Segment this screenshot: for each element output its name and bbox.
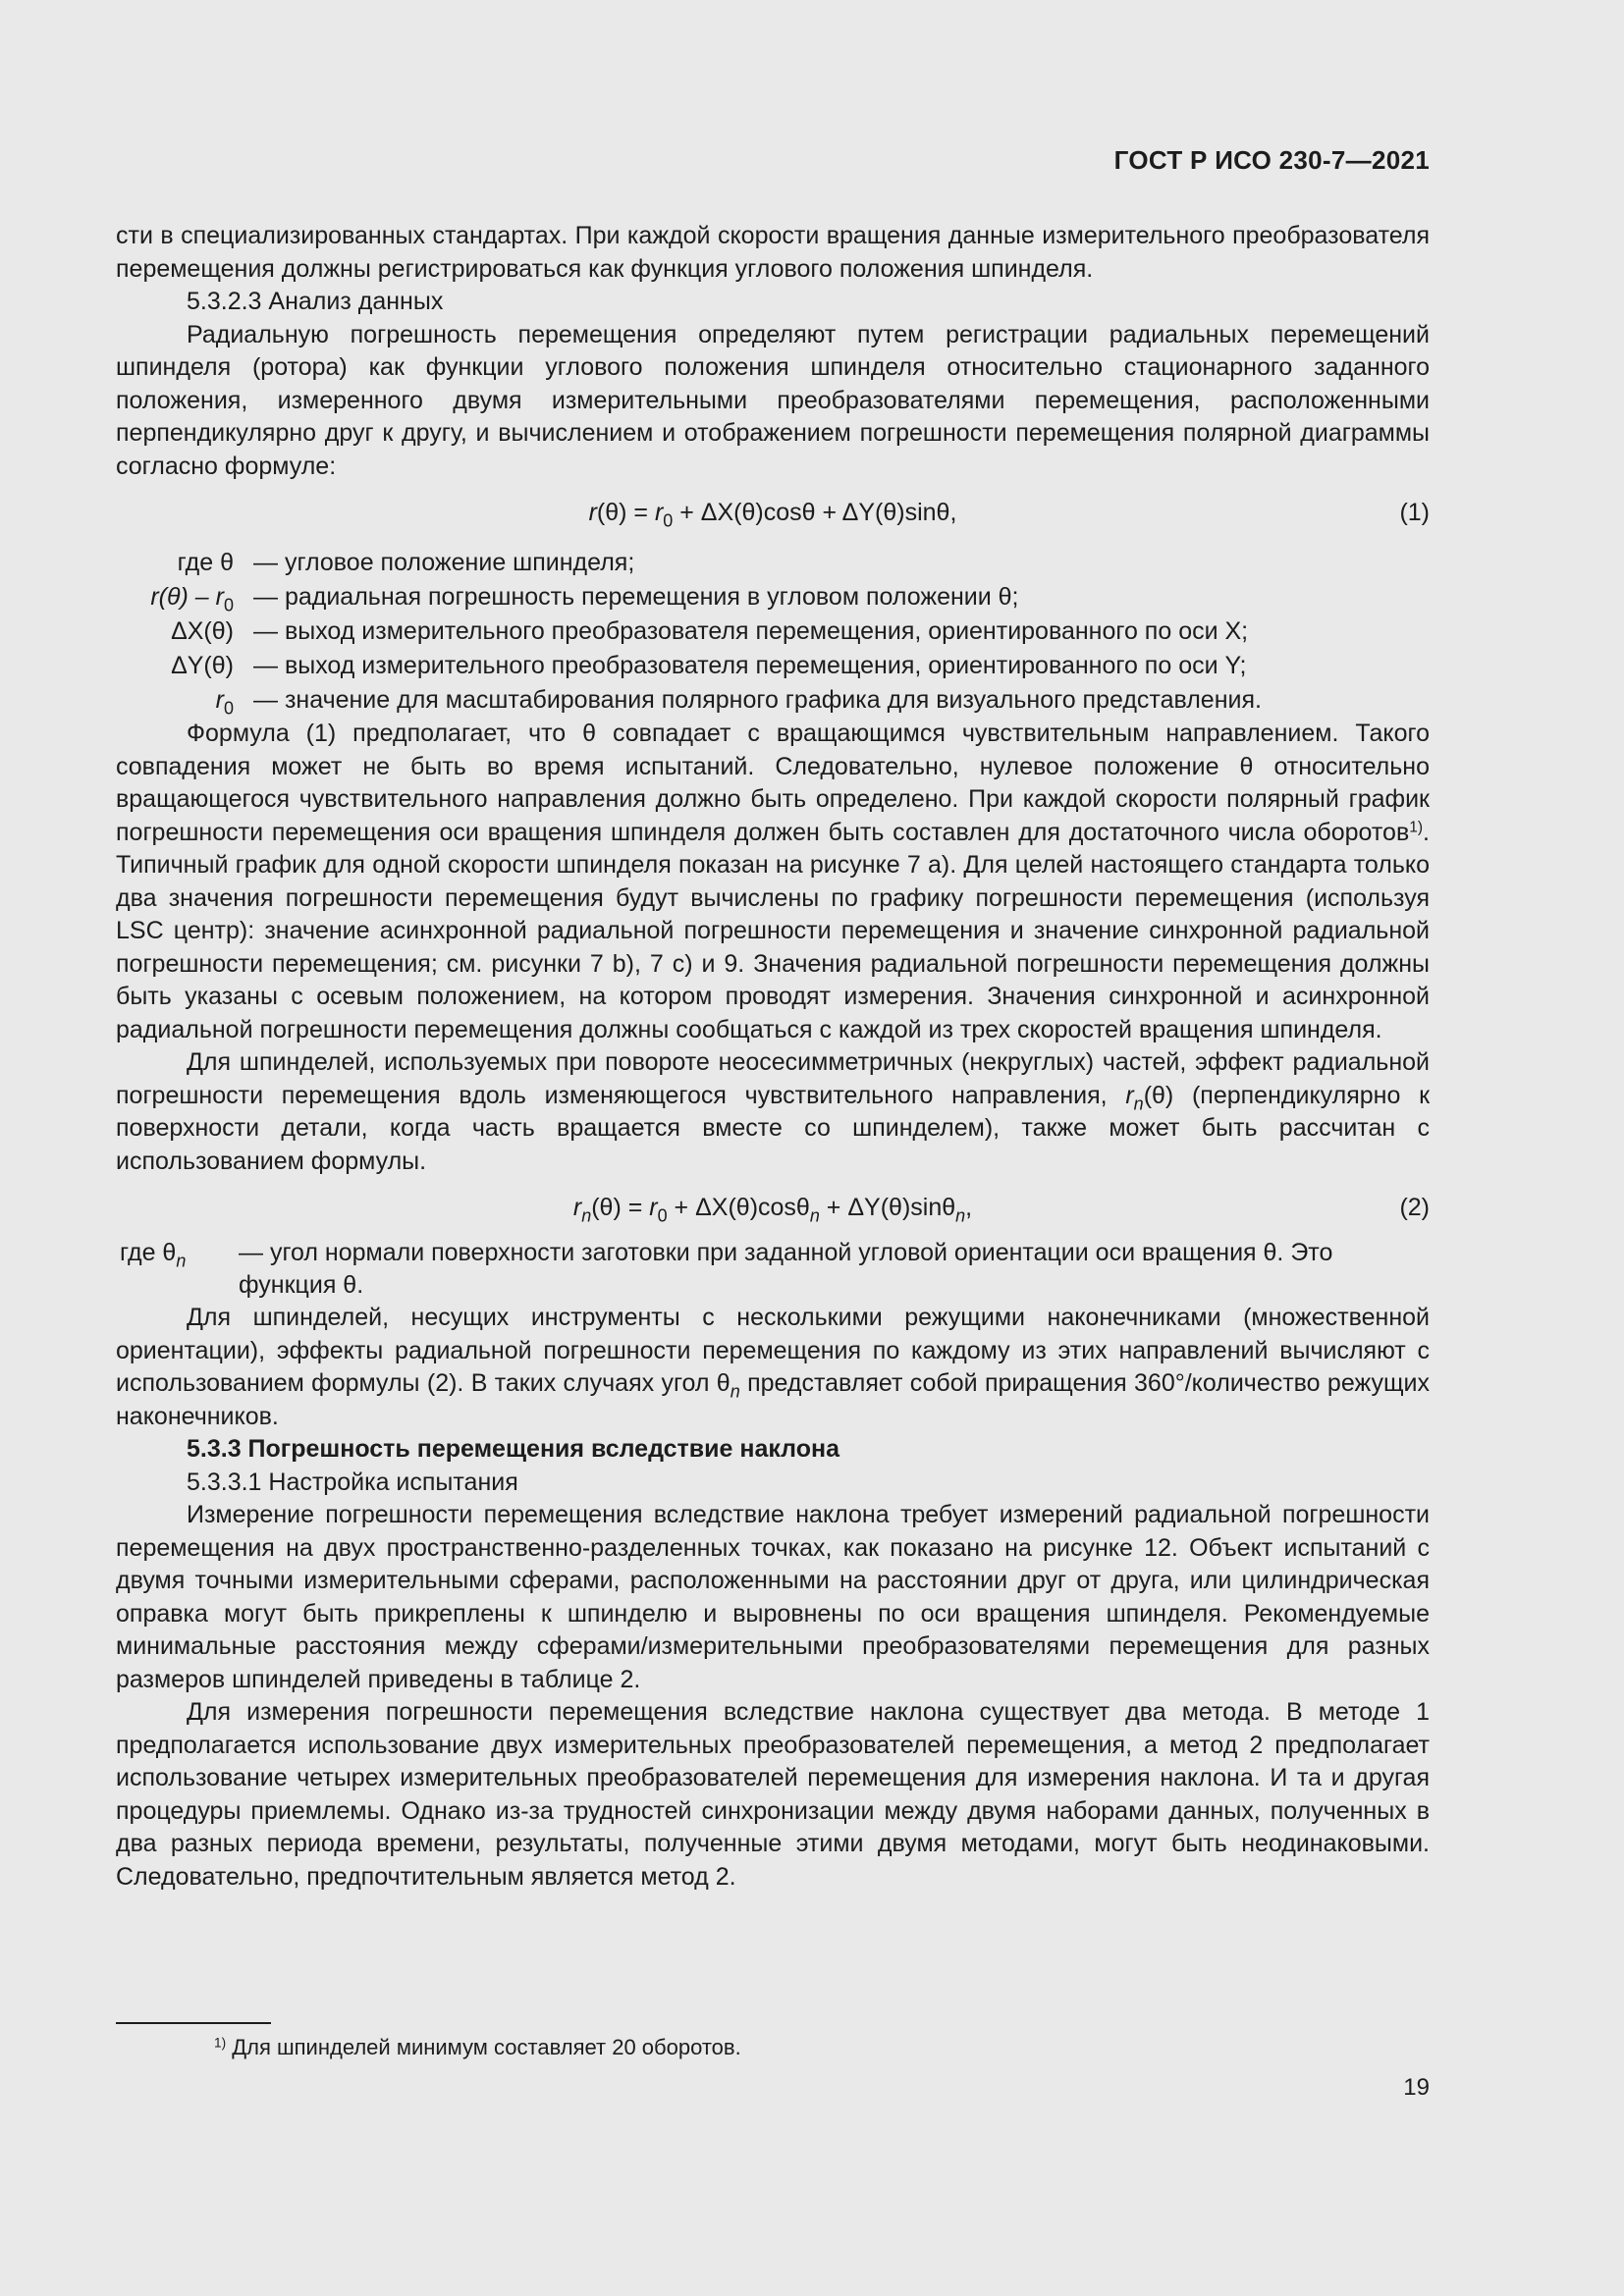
formula-1-number: (1): [1399, 499, 1430, 526]
footnote-reference: 1): [1409, 818, 1424, 835]
legend-row: [116, 580, 1430, 614]
document-header: ГОСТ Р ИСО 230-7—2021: [1113, 145, 1430, 175]
page-body: [116, 220, 1430, 1894]
legend-symbol: ΔY(θ): [171, 652, 234, 679]
paragraph-tilt-methods: Для измерения погрешности перемещения вследствие наклона существует два метода. В методе 1 предполагается использование двух измерительных преобразователей перемещения, а метод 2 предполагает использование четырех измерительных преобразователей перемещения для измерения наклона. И та и другая процедуры приемлемы. Однако из-за трудностей синхронизации между двумя наборами данных, полученных в два разных периода времени, результаты, полученные этими двумя методами, могут быть неодинаковыми. Следовательно, предпочтительным является метод 2.: [116, 1698, 1430, 1891]
paragraph-nonaxisymmetric: Для шпинделей, используемых при повороте неосесимметричных (некруглых) частей, эффект радиальной погрешности перемещения вдоль изменяющегося чувствительного направления, $r_n(\theta)$ (перпендикулярно к поверхности детали, когда часть вращается вместе со шпинделем), также может быть рассчитан с использованием формулы.: [116, 1048, 1430, 1175]
legend-description: — угол нормали поверхности заготовки при заданной угловой ориентации оси вращения θ. Это функция θ.: [239, 1239, 1333, 1299]
legend-symbol: ΔX(θ): [171, 617, 234, 645]
formula-2-expression: $r_n(\theta) = r_0 + \Delta X(\theta)\cos\theta_n + \Delta Y(\theta)\sin\theta_n$,: [572, 1194, 973, 1226]
paragraph-tilt-measurement: Измерение погрешности перемещения вследствие наклона требует измерений радиальной погрешности перемещения на двух пространственно-разделенных точках, как показано на рисунке 12. Объект испытаний с двумя точными измерительными сферами, расположенными на расстоянии друг от друга, или цилиндрическая оправка могут быть прикреплены к шпинделю и выровнены по оси вращения шпинделя. Рекомендуемые минимальные расстояния между сферами/измерительными преобразователями перемещения для разных размеров шпинделей приведены в таблице 2.: [116, 1501, 1430, 1693]
section-heading-5-3-3-1: 5.3.3.1 Настройка испытания: [187, 1468, 518, 1496]
legend-symbol: где $\theta_n$: [120, 1239, 187, 1271]
legend-row: [116, 546, 1430, 580]
footnote-separator: [116, 2022, 271, 2024]
paragraph-continuation: сти в специализированных стандартах. При каждой скорости вращения данные измерительного преобразователя перемещения должны регистрироваться как функция углового положения шпинделя.: [116, 222, 1430, 283]
paragraph-radial-error: Радиальную погрешность перемещения определяют путем регистрации радиальных перемещений шпинделя (ротора) как функции углового положения шпинделя относительно стационарного заданного положения, измеренного двумя измерительными преобразователями перемещения, расположенными перпендикулярно друг к другу, и вычислением и отображением погрешности перемещения полярной диаграммы согласно формуле:: [116, 320, 1430, 480]
legend-description: — угловое положение шпинделя;: [253, 549, 635, 576]
footnote: $^{1)}$ Для шпинделей минимум составляет 20 оборотов.: [214, 2035, 741, 2059]
section-heading-5-3-3: 5.3.3 Погрешность перемещения вследствие наклона: [187, 1435, 839, 1463]
formula-2: [116, 1178, 1430, 1237]
legend-symbol: $r_0$: [215, 686, 234, 719]
legend-row: [116, 614, 1430, 649]
paragraph-formula-1-assumption: Формула (1) предполагает, что θ совпадает с вращающимся чувствительным направлением. Такого совпадения может не быть во время испытаний. Следовательно, нулевое положение θ относительно вращающегося чувствительного направления должно быть определено. При каждой скорости полярный график погрешности перемещения оси вращения шпинделя должен быть составлен для достаточного числа оборотов$^{1)}$. Типичный график для одной скорости шпинделя показан на рисунке 7 a). Для целей настоящего стандарта только два значения погрешности перемещения будут вычислены по графику погрешности перемещения (используя LSC центр): значение асинхронной радиальной погрешности перемещения и значение синхронной радиальной погрешности перемещения; см. рисунки 7 b), 7 c) и 9. Значения радиальной погрешности перемещения должны быть указаны с осевым положением, на котором проводят измерения. Значения синхронной и асинхронной радиальной погрешности перемещения должны сообщаться с каждой из трех скоростей вращения шпинделя.: [116, 720, 1430, 1043]
legend-description: — значение для масштабирования полярного графика для визуального представления.: [253, 686, 1262, 714]
legend-description: — выход измерительного преобразователя перемещения, ориентированного по оси X;: [253, 617, 1249, 645]
formula-2-number: (2): [1399, 1194, 1430, 1221]
formula-1: [116, 483, 1430, 542]
legend-symbol: где θ: [177, 549, 234, 576]
legend-row: [116, 683, 1430, 718]
legend-description: — выход измерительного преобразователя перемещения, ориентированного по оси Y;: [253, 652, 1247, 679]
legend-symbol: $r(\theta) - r_0$: [150, 583, 234, 615]
formula-2-legend: [116, 1237, 1430, 1302]
paragraph-multiple-tips: Для шпинделей, несущих инструменты с несколькими режущими наконечниками (множественной ориентации), эффекты радиальной погрешности перемещения по каждому из этих направлений вычисляют с использованием формулы (2). В таких случаях угол $\theta_n$ представляет собой приращения 360°/количество режущих наконечников.: [116, 1304, 1430, 1430]
legend-row: [116, 649, 1430, 683]
formula-1-legend: [116, 546, 1430, 718]
legend-description: — радиальная погрешность перемещения в угловом положении θ;: [253, 583, 1019, 611]
formula-1-expression: $r(\theta) = r_0 + \Delta X(\theta)\cos\theta + \Delta Y(\theta)\sin\theta$,: [588, 499, 957, 531]
page-number: 19: [1403, 2074, 1430, 2101]
section-heading-5-3-2-3: 5.3.2.3 Анализ данных: [187, 288, 444, 315]
